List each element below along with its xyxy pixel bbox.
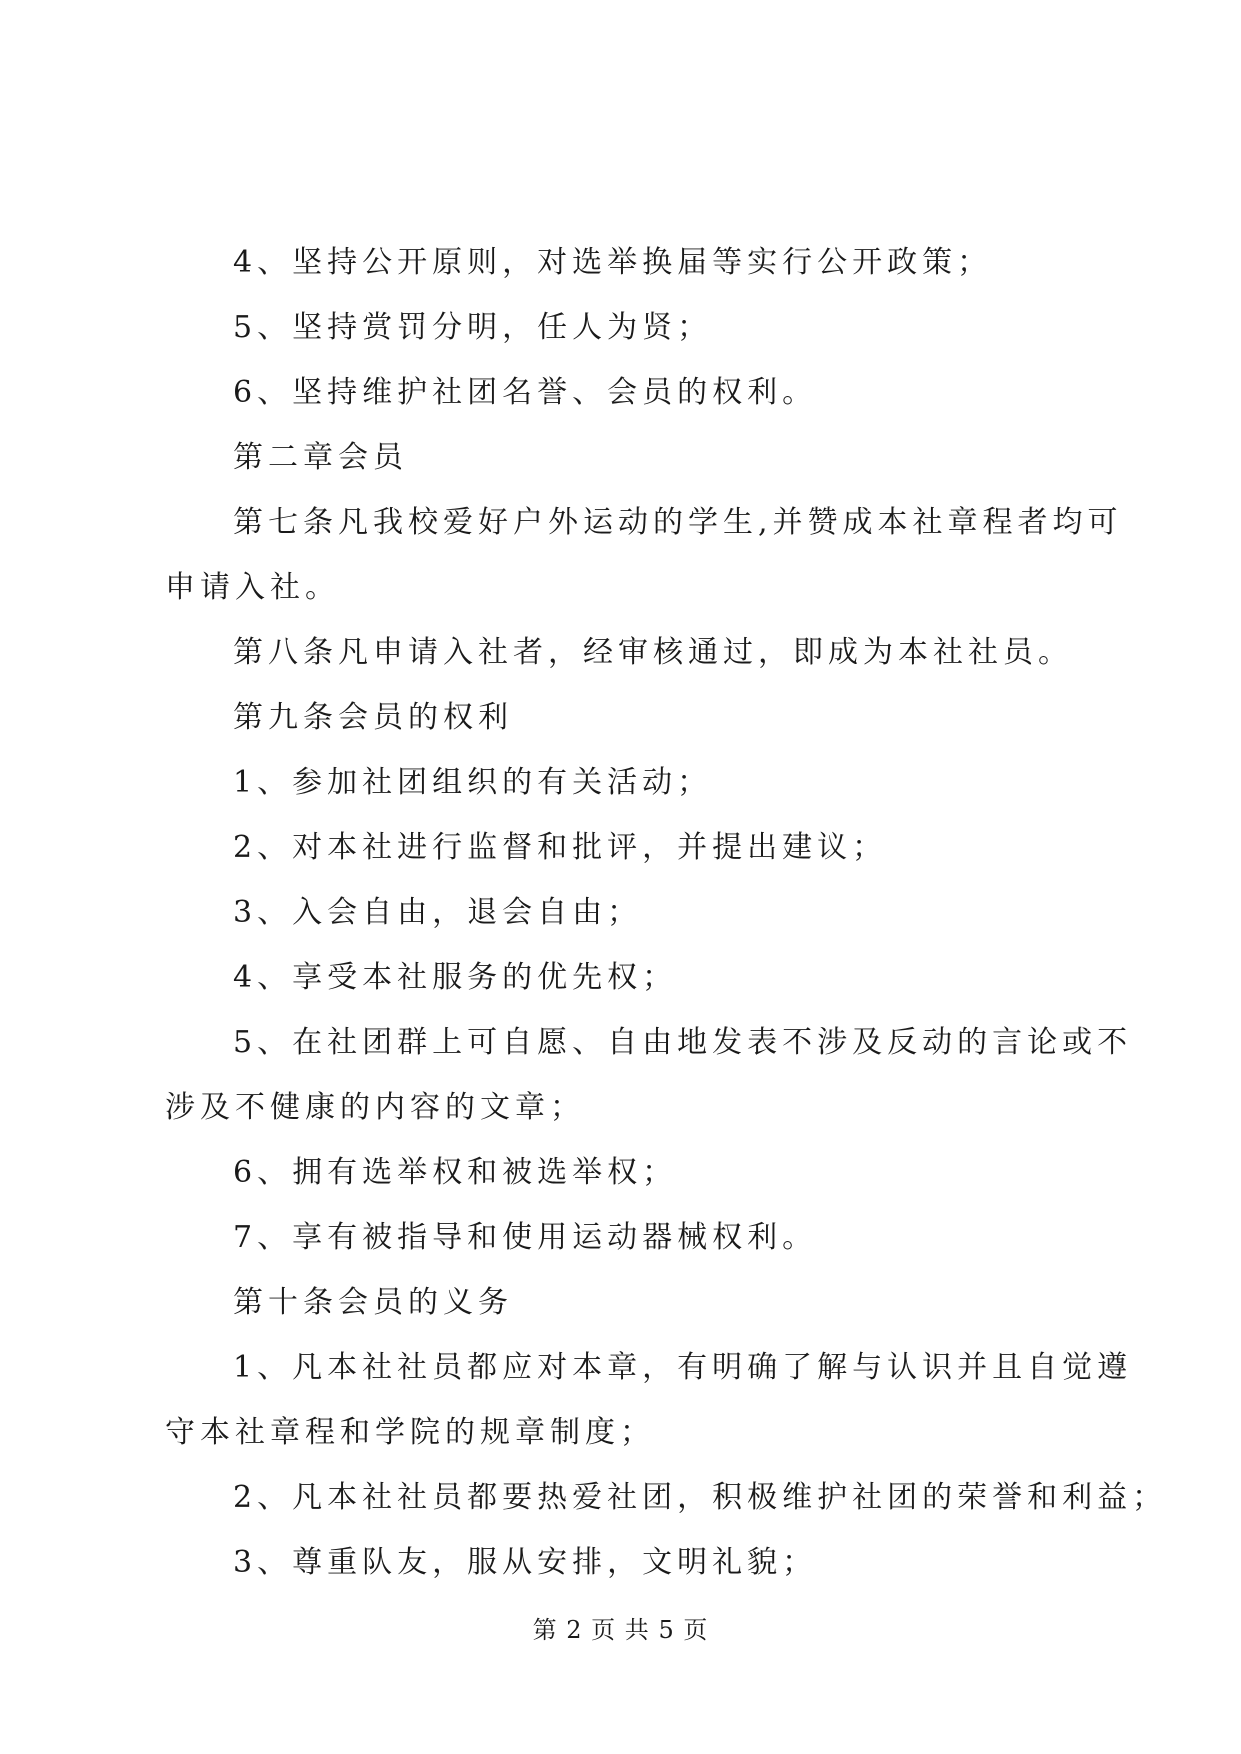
text-line: 5、在社团群上可自愿、自由地发表不涉及反动的言论或不	[233, 1025, 1133, 1060]
text-line: 4、享受本社服务的优先权；	[233, 960, 678, 995]
article-heading: 第十条会员的义务	[233, 1285, 513, 1320]
text-line: 申请入社。	[165, 570, 340, 605]
text-line: 2、凡本社社员都要热爱社团，积极维护社团的荣誉和利益；	[233, 1480, 1168, 1515]
text-line: 4、坚持公开原则，对选举换届等实行公开政策；	[233, 245, 993, 280]
text-line: 1、参加社团组织的有关活动；	[233, 765, 713, 800]
text-line: 1、凡本社社员都应对本章，有明确了解与认识并且自觉遵	[233, 1350, 1133, 1385]
article-heading: 第九条会员的权利	[233, 700, 513, 735]
text-line: 第八条凡申请入社者，经审核通过，即成为本社社员。	[233, 635, 1073, 670]
text-line: 涉及不健康的内容的文章；	[165, 1090, 585, 1125]
text-line: 5、坚持赏罚分明，任人为贤；	[233, 310, 713, 345]
text-line: 7、享有被指导和使用运动器械权利。	[233, 1220, 818, 1255]
text-line: 2、对本社进行监督和批评，并提出建议；	[233, 830, 888, 865]
text-line: 3、入会自由，退会自由；	[233, 895, 643, 930]
chapter-heading: 第二章会员	[233, 440, 408, 475]
text-line: 6、拥有选举权和被选举权；	[233, 1155, 678, 1190]
document-body	[165, 230, 1168, 1595]
text-line: 第七条凡我校爱好户外运动的学生,并赞成本社章程者均可	[233, 505, 1123, 540]
text-line: 3、尊重队友，服从安排，文明礼貌；	[233, 1545, 818, 1580]
page-number-footer: 第 2 页 共 5 页	[532, 1616, 709, 1644]
text-line: 6、坚持维护社团名誉、会员的权利。	[233, 375, 818, 410]
text-line: 守本社章程和学院的规章制度；	[165, 1415, 655, 1450]
